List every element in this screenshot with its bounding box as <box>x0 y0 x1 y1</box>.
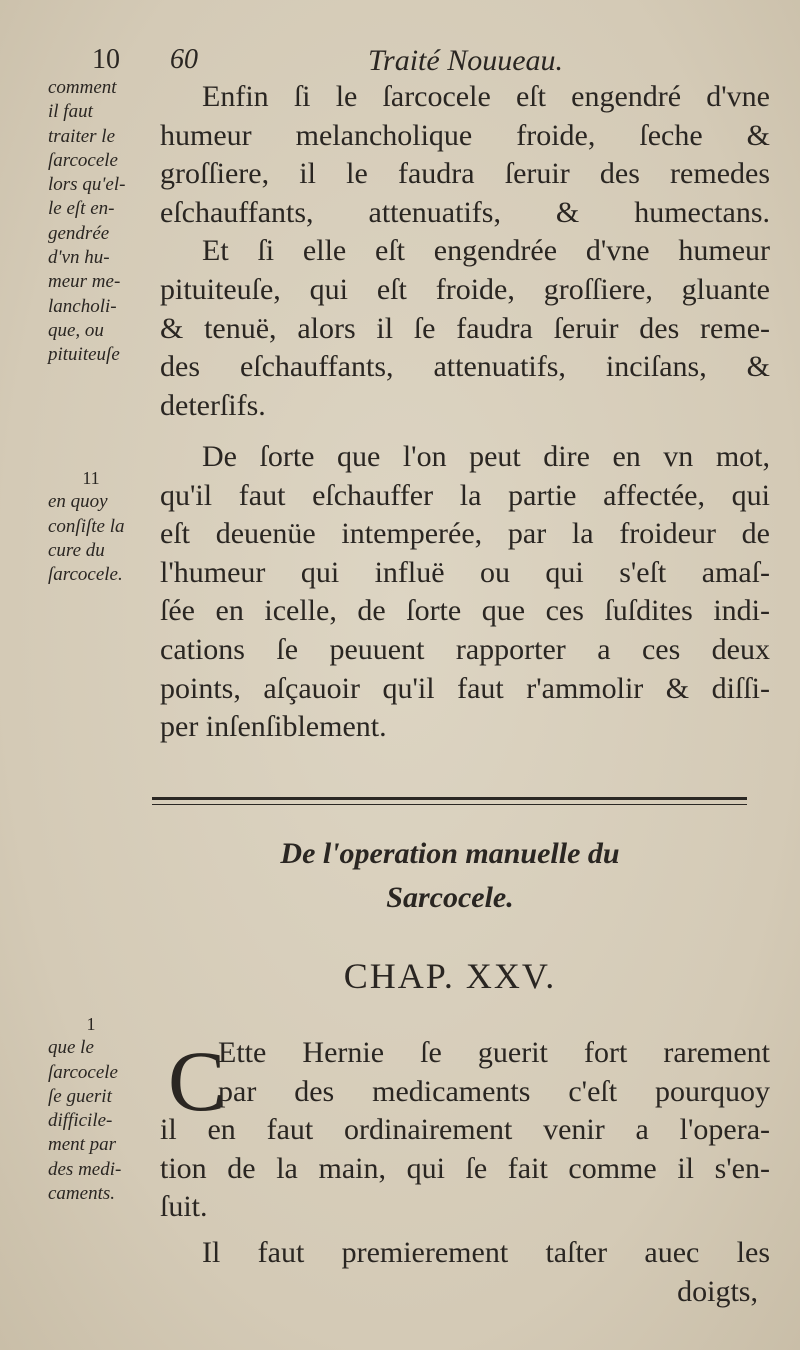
text-line: tion de la main, qui ſe fait comme il s'en- <box>160 1151 770 1185</box>
ornamental-rule <box>152 797 747 805</box>
text-line: deterſifs. <box>160 388 266 422</box>
margin-line: ſarcocele. <box>48 564 123 586</box>
text-line: per inſenſiblement. <box>160 710 387 744</box>
margin-line: en quoy <box>48 491 108 513</box>
margin-line: conſiſte la <box>48 515 125 537</box>
margin-note-medicaments <box>48 1012 134 1206</box>
text-line: Il faut premierement taſter auec les <box>202 1236 770 1269</box>
margin-line: il faut <box>48 101 93 123</box>
section-title-line: Sarcocele. <box>386 881 514 914</box>
margin-line: ſe guerit <box>48 1085 112 1107</box>
text-line: Enfin ſi le ſarcocele eſt engendré d'vne <box>202 80 770 113</box>
margin-line: d'vn hu- <box>48 247 110 269</box>
running-title: Traité Nouueau. <box>368 44 564 77</box>
margin-line: gendrée <box>48 222 110 244</box>
paragraph-4 <box>160 1234 770 1311</box>
text-line: des eſchauffants, attenuatifs, inciſans, & <box>160 350 770 384</box>
text-line: groſſiere, il le faudra ſeruir des remedes <box>160 157 770 191</box>
paragraph-3 <box>160 1034 770 1227</box>
margin-line: caments. <box>48 1183 116 1205</box>
margin-line: traiter le <box>48 125 116 147</box>
text-line: eſt deuenüe intemperée, par la froideur de <box>160 517 770 551</box>
margin-line: des medi- <box>48 1158 122 1180</box>
section-title-line: De l'operation manuelle du <box>280 837 620 870</box>
margin-line: comment <box>48 77 117 98</box>
text-line: & tenuë, alors il ſe faudra ſeruir des reme- <box>160 311 770 345</box>
text-line: eſchauffants, attenuatifs, & humectans. <box>160 195 770 229</box>
margin-line: lors qu'el- <box>48 174 126 196</box>
text-line: cations ſe peuuent rapporter a ces deux <box>160 632 770 666</box>
margin-number: 1 <box>86 1014 96 1034</box>
margin-line: meur me- <box>48 271 121 293</box>
margin-line: ſarcocele <box>48 149 118 171</box>
margin-line: ſarcocele <box>48 1061 118 1083</box>
text-line: humeur melancholique froide, ſeche & <box>160 118 770 152</box>
margin-note-treatment <box>48 76 125 368</box>
margin-line: que, ou <box>48 319 104 341</box>
text-line: doigts, <box>677 1274 758 1308</box>
chapter-heading: CHAP. XXV. <box>343 956 557 996</box>
page-number-left: 10 <box>92 44 120 75</box>
section-title <box>150 832 750 920</box>
margin-line: difficile- <box>48 1110 113 1132</box>
text-line: Ette Hernie ſe guerit fort rarement <box>218 1036 770 1069</box>
paragraph-2 <box>160 438 770 747</box>
paragraph-1 <box>160 78 770 425</box>
margin-number: 11 <box>82 468 100 488</box>
margin-line: le eſt en- <box>48 198 115 220</box>
text-line: il en faut ordinairement venir a l'opera- <box>160 1113 770 1147</box>
text-line: points, aſçauoir qu'il faut r'ammolir & diſſi- <box>160 671 770 705</box>
text-line: Et ſi elle eſt engendrée d'vne humeur <box>202 234 770 268</box>
text-line: pituiteuſe, qui eſt froide, groſſiere, gluante <box>160 272 770 306</box>
text-line: qu'il faut eſchauffer la partie affectée, qui <box>160 478 770 512</box>
margin-line: cure du <box>48 539 105 561</box>
margin-line: que le <box>48 1037 94 1059</box>
margin-line: lancholi- <box>48 295 117 317</box>
margin-line: ment par <box>48 1134 117 1156</box>
text-line: ſuit. <box>160 1190 208 1224</box>
text-line: par des medicaments c'eſt pourquoy <box>218 1074 770 1108</box>
text-line: ſée en icelle, de ſorte que ces ſuſdites indi- <box>160 594 770 628</box>
margin-note-cure <box>48 466 134 587</box>
drop-cap: C <box>168 1033 226 1129</box>
text-line: De ſorte que l'on peut dire en vn mot, <box>202 440 770 473</box>
text-line: l'humeur qui influë ou qui s'eſt amaſ- <box>160 555 770 589</box>
page-number-right: 60 <box>170 44 198 75</box>
margin-line: pituiteuſe <box>48 344 120 366</box>
